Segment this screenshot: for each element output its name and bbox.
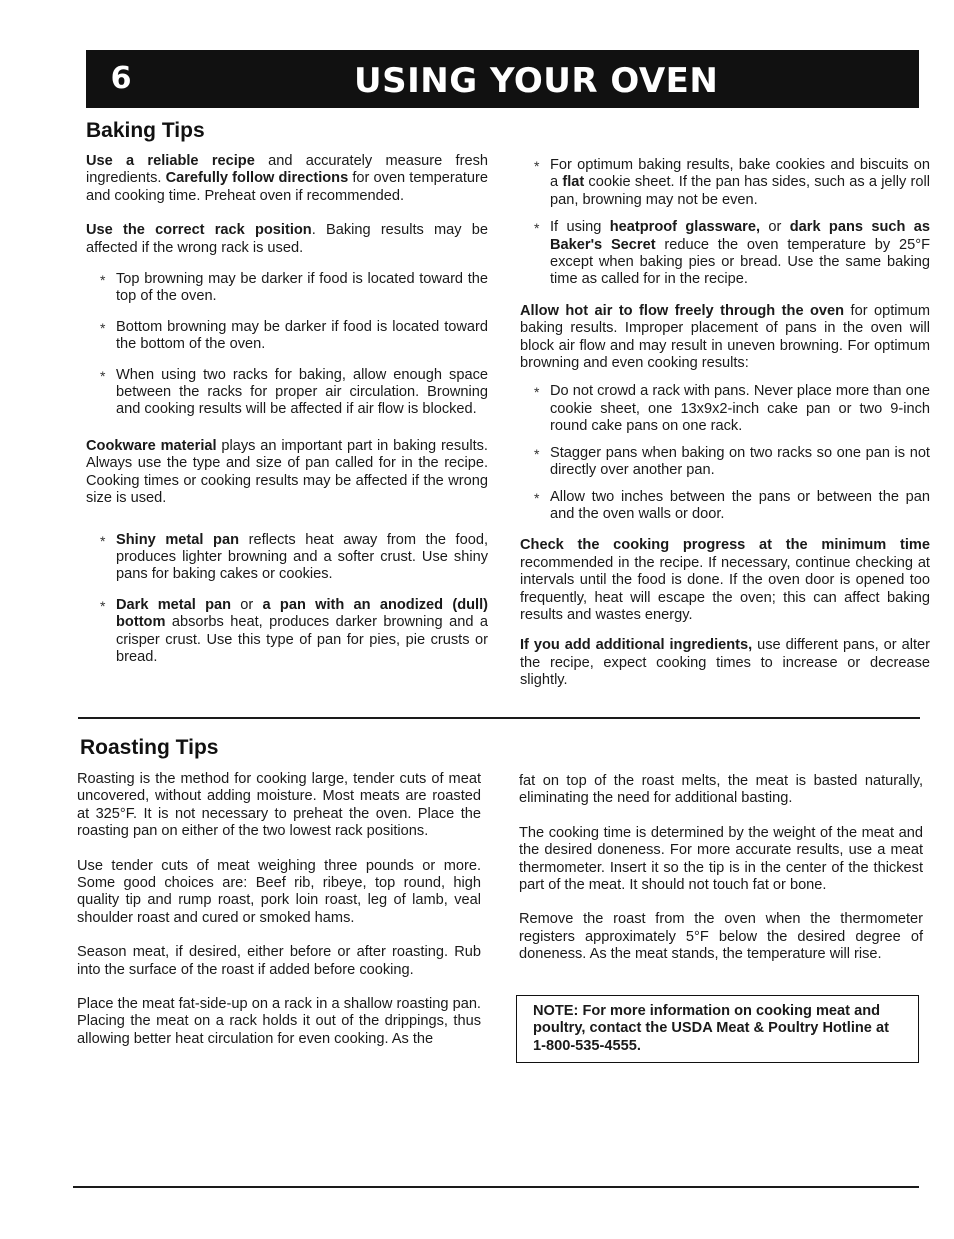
roasting-left-column bbox=[77, 771, 481, 1048]
list-item: * For optimum baking results, bake cookies and biscuits on a flat cookie sheet. If the pan has sides, such as a jelly roll pan, browning may not be even. bbox=[520, 157, 930, 209]
air-flow-lead: Allow hot air to flow freely through the oven bbox=[520, 302, 845, 319]
roasting-paragraph: Use tender cuts of meat weighing three pounds or more. Some good choices are: Beef rib, ribeye, top round, high quality tip and rump roast, pork loin roast, leg of lamb, veal shoulder roast and cured or smoked hams. bbox=[77, 857, 481, 926]
baking-left-column bbox=[86, 153, 488, 666]
check-progress-paragraph: Check the cooking progress at the minimum time recommended in the recipe. If necessary, continue checking at intervals until the food is done. If the oven door is opened too frequently, heat will escape the oven; this can affect baking results and wastes energy. bbox=[520, 537, 930, 623]
rack-position-lead: Use the correct rack position bbox=[86, 222, 312, 239]
page-number: 6 bbox=[110, 61, 132, 96]
roasting-paragraph: Remove the roast from the oven when the thermometer registers approximately 5°F below the desired degree of doneness. As the meat stands, the temperature will rise. bbox=[519, 911, 923, 963]
additional-ingredients-paragraph: If you add additional ingredients, use different pans, or alter the recipe, expect cooking times to increase or decrease slightly. bbox=[520, 637, 930, 689]
cookware-material-paragraph: Cookware material plays an important part in baking results. Always use the type and size of pan called for in the recipe. Cooking times or cooking results may be affected if the wrong size is used. bbox=[86, 437, 488, 507]
follow-directions-lead: Carefully follow directions bbox=[165, 170, 349, 187]
section-divider bbox=[78, 717, 920, 719]
list-item: * Bottom browning may be darker if food is located toward the bottom of the oven. bbox=[86, 319, 488, 354]
roasting-paragraph: Place the meat fat-side-up on a rack in a shallow roasting pan. Placing the meat on a rack holds it out of the drippings, thus allowing better heat circulation for even cooking. As the bbox=[77, 996, 481, 1047]
roasting-paragraph: Season meat, if desired, either before or after roasting. Rub into the surface of the roast if added before cooking. bbox=[77, 944, 481, 978]
roasting-paragraph: fat on top of the roast melts, the meat is basted naturally, eliminating the need for additional basting. bbox=[519, 773, 923, 807]
cookware-bullet-list bbox=[86, 532, 488, 667]
rack-position-paragraph: Use the correct rack position. Baking results may be affected if the wrong rack is used. bbox=[86, 222, 489, 256]
air-flow-paragraph: Allow hot air to flow freely through the oven for optimum baking results. Improper placement of pans in the oven will block air flow and may result in uneven browning. For optimum browning and even cooking results: bbox=[520, 302, 930, 372]
list-item: * When using two racks for baking, allow enough space between the racks for proper air circulation. Browning and cooking results will be affected if air flow is blocked. bbox=[86, 367, 488, 419]
page-title: USING YOUR OVEN bbox=[354, 61, 719, 101]
footer-rule bbox=[73, 1186, 919, 1188]
usda-hotline-note: NOTE: For more information on cooking meat and poultry, contact the USDA Meat & Poultry Hotline at 1-800-535-4555. bbox=[516, 995, 919, 1063]
roasting-right-column bbox=[519, 773, 923, 964]
reliable-recipe-paragraph: Use a reliable recipe and accurately measure fresh ingredients. Carefully follow directions for oven temperature and cooking time. Preheat oven if recommended. bbox=[86, 153, 488, 204]
reliable-recipe-lead: Use a reliable recipe bbox=[86, 153, 255, 169]
baking-tips-heading: Baking Tips bbox=[86, 119, 205, 142]
check-progress-lead: Check the cooking progress at the minimum time bbox=[520, 537, 930, 554]
baking-right-column bbox=[520, 157, 930, 690]
roasting-tips-heading: Roasting Tips bbox=[80, 736, 219, 759]
list-item: * Dark metal pan or a pan with an anodized (dull) bottom absorbs heat, produces darker browning and a crisper crust. Use this type of pan for pies, pie crusts or bread. bbox=[86, 597, 488, 667]
rack-bullet-list bbox=[86, 271, 488, 419]
cookware-material-lead: Cookware material bbox=[86, 437, 217, 454]
page-header-banner bbox=[86, 50, 919, 108]
air-bullet-list bbox=[520, 383, 930, 523]
list-item: * Do not crowd a rack with pans. Never place more than one cookie sheet, one 13x9x2-inch cake pan or two 9-inch round cake pans on one rack. bbox=[520, 383, 930, 435]
list-item: * Stagger pans when baking on two racks so one pan is not directly over another pan. bbox=[520, 445, 930, 480]
list-item: * Top browning may be darker if food is located toward the top of the oven. bbox=[86, 271, 488, 306]
list-item: * Shiny metal pan reflects heat away from the food, produces lighter browning and a softer crust. Use shiny pans for baking cakes or cookies. bbox=[86, 532, 488, 584]
additional-ingredients-lead: If you add additional ingredients, bbox=[520, 637, 753, 654]
pan-bullet-list bbox=[520, 157, 930, 289]
list-item: * Allow two inches between the pans or between the pan and the oven walls or door. bbox=[520, 489, 930, 524]
list-item: * If using heatproof glassware, or dark pans such as Baker's Secret reduce the oven temperature by 25°F except when baking pies or bread. Use the same baking time as called for in the recipe. bbox=[520, 219, 930, 289]
roasting-paragraph: Roasting is the method for cooking large, tender cuts of meat uncovered, without adding moisture. Most meats are roasted at 325°F. It is not necessary to preheat the oven. Place the roasting pan on either of the two lowest rack positions. bbox=[77, 771, 481, 840]
roasting-paragraph: The cooking time is determined by the weight of the meat and the desired doneness. For more accurate results, use a meat thermometer. Insert it so the tip is in the center of the thickest part of the meat. It should not touch fat or bone. bbox=[519, 824, 923, 894]
